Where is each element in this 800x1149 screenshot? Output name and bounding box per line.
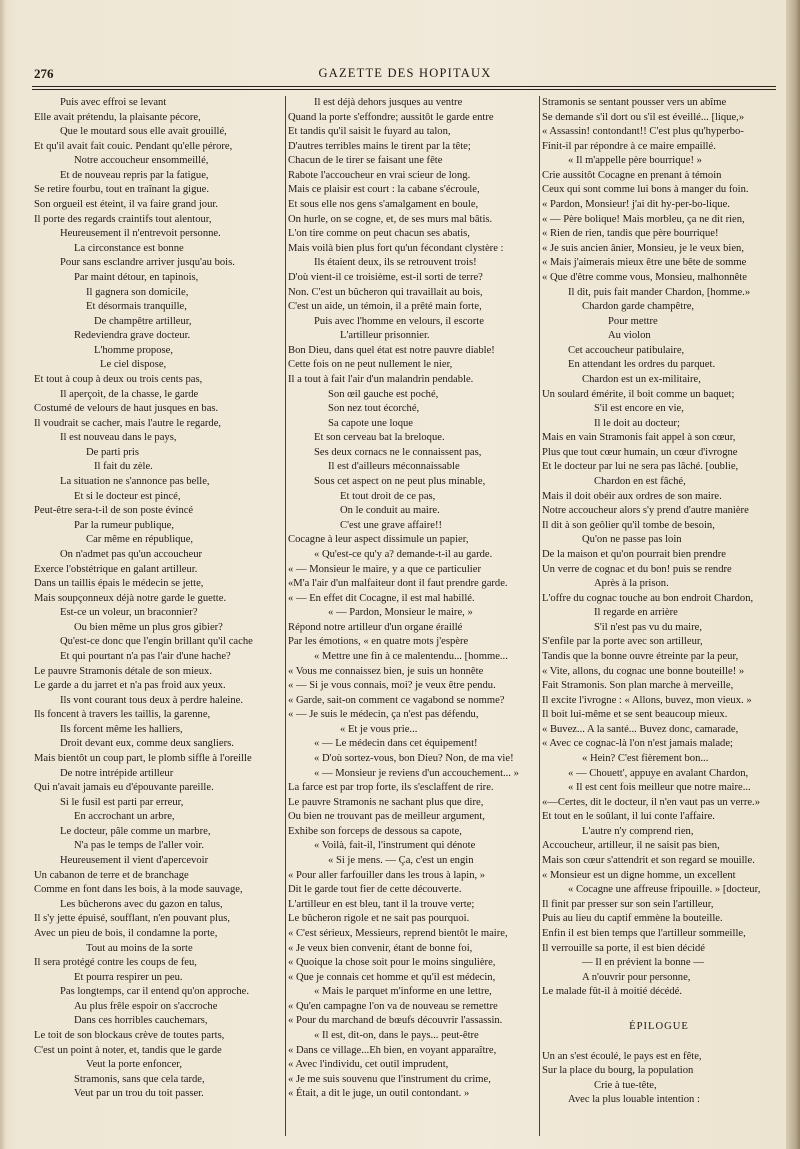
- verse-line: A n'ouvrir pour personne,: [582, 971, 691, 983]
- verse-line: On n'admet pas qu'un accoucheur: [60, 548, 203, 560]
- verse-line: « — En effet dit Cocagne, il est mal habillé.: [288, 592, 475, 604]
- verse-line: « Pardon, Monsieur! j'ai dit hy-per-bo-lique.: [542, 199, 730, 211]
- verse-line: Costumé de velours de haut jusques en bas.: [34, 403, 219, 415]
- verse-line: « Rien de rien, tandis que père bourrique!: [542, 228, 719, 240]
- column-1: [34, 96, 284, 1136]
- verse-line: « Voilà, fait-il, l'instrument qui dénote: [314, 840, 476, 852]
- verse-line: N'a pas le temps de l'aller voir.: [74, 840, 205, 852]
- verse-line: Veut par un trou du toit passer.: [74, 1088, 204, 1100]
- verse-line: « — Pardon, Monsieur le maire, »: [328, 607, 473, 619]
- verse-line: Stramonis, sans que cela tarde,: [74, 1073, 205, 1085]
- verse-line: Notre accoucheur alors s'y prend d'autre manière: [542, 505, 749, 517]
- verse-line: La farce est par trop forte, ils s'esclaffent de rire.: [288, 782, 494, 794]
- verse-line: « Que d'être comme vous, Monsieu, malhonnête: [542, 271, 747, 283]
- verse-line: S'il n'est pas vu du maire,: [594, 621, 702, 633]
- verse-line: Et sous elle nos gens s'amalgament en boule,: [288, 199, 479, 211]
- verse-line: Droit devant eux, comme deux sangliers.: [60, 738, 234, 750]
- running-title: GAZETTE DES HOPITAUX: [318, 66, 492, 80]
- verse-line: « Et je vous prie...: [340, 723, 418, 735]
- verse-line: Le ciel dispose,: [100, 359, 167, 371]
- verse-line: S'il est encore en vie,: [594, 403, 684, 415]
- verse-line: « Il m'appelle père bourrique! »: [568, 155, 702, 167]
- column-divider: [539, 96, 540, 1136]
- verse-line: Le pauvre Stramonis détale de son mieux.: [34, 665, 212, 677]
- verse-line: Et qu'il avait fait couic. Pendant qu'elle pérore,: [34, 140, 233, 152]
- verse-line: Cocagne à leur aspect dissimule un papier,: [288, 534, 469, 546]
- verse-line: « Pour du marchand de bœufs découvrir l'assassin.: [288, 1015, 503, 1027]
- verse-line: De champêtre artilleur,: [94, 315, 192, 327]
- verse-line: Ils forcent même les halliers,: [60, 723, 183, 735]
- verse-line: « Était, a dit le juge, un outil contondant. »: [288, 1088, 470, 1100]
- verse-line: Elle avait prétendu, la plaisante pécore,: [34, 111, 201, 123]
- verse-line: « Je suis ancien ânier, Monsieu, je le veux bien,: [542, 242, 744, 254]
- verse-line: Par les émotions, « en quatre mots j'espère: [288, 636, 469, 648]
- verse-line: Par la rumeur publique,: [74, 519, 175, 531]
- verse-line: Il voudrait se cacher, mais l'autre le regarde,: [34, 417, 222, 429]
- section-heading-epilogue: ÉPILOGUE: [629, 1021, 689, 1033]
- verse-line: Veut la porte enfoncer,: [86, 1059, 183, 1071]
- verse-line: Accoucheur, artilleur, il ne saisit pas bien,: [542, 840, 720, 852]
- verse-line: « Vous me connaissez bien, je suis un honnête: [288, 665, 484, 677]
- verse-line: Ils foncent à travers les taillis, la garenne,: [34, 709, 211, 721]
- verse-line: Sa capote une loque: [328, 417, 414, 429]
- verse-line: Ceux qui sont comme lui bons à manger du foin.: [542, 184, 749, 196]
- verse-line: La circonstance est bonne: [74, 242, 184, 254]
- verse-line: Les bûcherons avec du gazon en talus,: [60, 898, 223, 910]
- verse-line: « — Si je vous connais, moi? je veux être pendu.: [288, 680, 496, 692]
- verse-line: Est-ce un voleur, un braconnier?: [60, 607, 198, 619]
- verse-line: Il finit par presser sur son sein l'artilleur,: [542, 898, 714, 910]
- column-3: [542, 96, 776, 1136]
- verse-line: Son orgueil est éteint, il va faire grand jour.: [34, 199, 218, 211]
- verse-line: S'enfile par la porte avec son artilleur,: [542, 636, 703, 648]
- verse-line: « — Chouett', appuye en avalant Chardon,: [568, 767, 749, 779]
- verse-line: On hurle, on se cogne, et, de ses murs mal bâtis.: [288, 213, 493, 225]
- verse-line: Et pourra respirer un peu.: [74, 971, 183, 983]
- verse-line: Répond notre artilleur d'un organe éraillé: [288, 621, 463, 633]
- verse-line: Mais en vain Stramonis fait appel à son cœur,: [542, 432, 736, 444]
- verse-line: Chardon en est fâché,: [594, 476, 686, 488]
- verse-line: « — Père bolique! Mais morbleu, ça ne dit rien,: [542, 213, 745, 225]
- verse-line: Mais soupçonneux déjà notre garde le guette.: [34, 592, 227, 604]
- verse-line: C'est une grave affaire!!: [340, 519, 443, 531]
- verse-line: Il le doit au docteur;: [594, 417, 680, 429]
- verse-line: Puis au lieu du captif emmène la bouteille.: [542, 913, 723, 925]
- verse-line: « Pour aller farfouiller dans les trous à lapin, »: [288, 869, 486, 881]
- verse-line: Ou bien même un plus gros gibier?: [74, 621, 223, 633]
- verse-line: L'homme propose,: [94, 344, 173, 356]
- verse-line: Puis avec l'homme en velours, il escorte: [314, 315, 484, 327]
- verse-line: « Assassin! contondant!! C'est plus qu'hyperbo-: [542, 126, 744, 138]
- verse-line: « Dans ce village...Eh bien, en voyant apparaître,: [288, 1044, 497, 1056]
- verse-line: Finit-il par répondre à ce maire empaillé.: [542, 140, 716, 152]
- verse-line: Sous cet aspect on ne peut plus minable,: [314, 476, 486, 488]
- verse-line: Il s'y jette épuisé, soufflant, n'en pouvant plus,: [34, 913, 231, 925]
- verse-line: Le malade fût-il à moitié décédé.: [542, 986, 683, 998]
- verse-line: Et son cerveau bat la breloque.: [314, 432, 445, 444]
- verse-line: Exhibe son forceps de dessous sa capote,: [288, 825, 462, 837]
- verse-line: Le bûcheron rigole et ne sait pas pourquoi.: [288, 913, 470, 925]
- verse-line: « — Le médecin dans cet équipement!: [314, 738, 478, 750]
- verse-line: « Je veux bien convenir, étant de bonne foi,: [288, 942, 473, 954]
- verse-line: De notre intrépide artilleur: [60, 767, 174, 779]
- verse-line: Et désormais tranquille,: [86, 301, 187, 313]
- verse-line: Non. C'est un bûcheron qui travaillait au bois,: [288, 286, 483, 298]
- verse-line: « — Je suis le médecin, ça n'est pas défendu,: [288, 709, 479, 721]
- verse-line: Stramonis se sentant pousser vers un abîme: [542, 97, 727, 108]
- page-left-edge: [0, 0, 6, 1149]
- verse-line: Quand la porte s'effondre; aussitôt le garde entre: [288, 111, 494, 123]
- verse-line: [542, 1000, 776, 1015]
- verse-line: Notre accoucheur ensommeillé,: [74, 155, 209, 167]
- verse-line: Il est nouveau dans le pays,: [60, 432, 177, 444]
- verse-line: Tout au moins de la sorte: [86, 942, 193, 954]
- verse-line: Il gagnera son domicile,: [86, 286, 189, 298]
- verse-line: Il dit, puis fait mander Chardon, [homme.»: [568, 286, 751, 298]
- verse-line: L'autre n'y comprend rien,: [582, 825, 694, 837]
- verse-line: Il est déjà dehors jusques au ventre: [314, 97, 463, 108]
- verse-line: Un verre de cognac et du bon! puis se rendre: [542, 563, 732, 575]
- verse-line: Son œil gauche est poché,: [328, 388, 439, 400]
- verse-line: Bon Dieu, dans quel état est notre pauvre diable!: [288, 344, 495, 356]
- verse-line: Redeviendra grave docteur.: [74, 330, 191, 342]
- verse-line: « Qu'est-ce qu'y a? demande-t-il au garde.: [314, 548, 493, 560]
- verse-line: Il verrouille sa porte, il est bien décidé: [542, 942, 705, 954]
- verse-line: Chardon est un ex-militaire,: [582, 373, 701, 385]
- verse-line: « Que je connais cet homme et qu'il est médecin,: [288, 971, 496, 983]
- verse-line: « Si je mens. — Ça, c'est un engin: [328, 855, 474, 867]
- verse-line: Qu'est-ce donc que l'engin brillant qu'il cache: [60, 636, 253, 648]
- verse-line: Il aperçoit, de la chasse, le garde: [60, 388, 199, 400]
- verse-line: D'où vient-il ce troisième, est-il sorti de terre?: [288, 271, 483, 283]
- header-rule-bottom: [32, 89, 776, 90]
- verse-line: Le pauvre Stramonis ne sachant plus que dire,: [288, 796, 484, 808]
- verse-line: «—Certes, dit le docteur, il n'en vaut pas un verre.»: [542, 796, 761, 808]
- verse-line: Fait Stramonis. Son plan marche à merveille,: [542, 680, 734, 692]
- verse-line: Exerce l'obstétrique en galant artilleur.: [34, 563, 198, 575]
- verse-line: Après à la prison.: [594, 578, 669, 590]
- verse-line: « Mais j'aimerais mieux être une bête de somme: [542, 257, 747, 269]
- page-header: [30, 66, 780, 86]
- verse-line: « Je me suis souvenu que l'instrument du crime,: [288, 1073, 491, 1085]
- verse-line: Il regarde en arrière: [594, 607, 678, 619]
- verse-line: « Quoique la chose soit pour le moins singulière,: [288, 957, 496, 969]
- page-number: 276: [34, 66, 54, 81]
- verse-line: « Mais le parquet m'informe en une lettre,: [314, 986, 492, 998]
- verse-line: Rabote l'accoucheur en vrai scieur de long.: [288, 169, 471, 181]
- verse-line: Puis avec effroi se levant: [60, 97, 167, 108]
- verse-line: Au violon: [608, 330, 651, 342]
- verse-line: Mais son cœur s'attendrit et son regard se mouille.: [542, 855, 755, 867]
- verse-line: « Mettre une fin à ce malentendu... [homme...: [314, 650, 508, 662]
- verse-line: Et qui pourtant n'a pas l'air d'une hache?: [60, 650, 231, 662]
- verse-line: « — Monsieur je reviens d'un accouchement... »: [314, 767, 519, 779]
- verse-line: Cette fois on ne peut nullement le nier,: [288, 359, 453, 371]
- verse-line: « C'est sérieux, Messieurs, reprend bientôt le maire,: [288, 927, 508, 939]
- verse-line: Il sera protégé contre les coups de feu,: [34, 957, 197, 969]
- verse-line: Ils étaient deux, ils se retrouvent trois!: [314, 257, 477, 269]
- page-binding-edge: [786, 0, 800, 1149]
- verse-line: Son nez tout écorché,: [328, 403, 420, 415]
- verse-line: Dans un taillis épais le médecin se jette,: [34, 578, 204, 590]
- verse-line: Ou bien ne trouvant pas de meilleur argument,: [288, 811, 485, 823]
- verse-line: Qui n'avait jamais eu d'épouvante pareille.: [34, 782, 214, 794]
- verse-line: Dit le garde tout fier de cette découverte.: [288, 884, 462, 896]
- text-columns: [34, 96, 776, 1136]
- verse-line: Crie aussitôt Cocagne en prenant à témoin: [542, 169, 722, 181]
- verse-line: Heureusement il n'entrevoit personne.: [60, 228, 221, 240]
- verse-line: Et tout en le soûlant, il lui conte l'affaire.: [542, 811, 715, 823]
- verse-line: Et si le docteur est pincé,: [74, 490, 181, 502]
- verse-line: Pas longtemps, car il entend qu'on approche.: [60, 986, 250, 998]
- verse-line: La situation ne s'annonce pas belle,: [60, 476, 210, 488]
- verse-line: Et tandis qu'il saisit le fuyard au talon,: [288, 126, 451, 138]
- verse-line: Le toit de son blockaus crève de toutes parts,: [34, 1030, 225, 1041]
- verse-line: « Il est, dit-on, dans le pays... peut-être: [314, 1030, 479, 1041]
- verse-line: Un soulard émérite, il boit comme un baquet;: [542, 388, 735, 400]
- verse-line: De la maison et qu'on pourrait bien prendre: [542, 548, 727, 560]
- verse-line: C'est un point à noter, et, tandis que le garde: [34, 1044, 222, 1056]
- verse-line: Par maint détour, en tapinois,: [74, 271, 199, 283]
- verse-line: Sur la place du bourg, la population: [542, 1065, 694, 1077]
- verse-line: Il boit lui-même et se sent beaucoup mieux.: [542, 709, 728, 721]
- verse-line: Que le moutard sous elle avait grouillé,: [60, 126, 227, 138]
- verse-line: Pour sans esclandre arriver jusqu'au bois.: [60, 257, 235, 269]
- verse-line: En attendant les ordres du parquet.: [568, 359, 716, 371]
- verse-line: — Il en prévient la bonne —: [582, 957, 704, 969]
- verse-line: Ils vont courant tous deux à perdre haleine.: [60, 694, 243, 706]
- verse-line: « Qu'en campagne l'on va de nouveau se remettre: [288, 1000, 498, 1012]
- verse-line: Et tout à coup à deux ou trois cents pas,: [34, 373, 203, 385]
- verse-line: Il fait du zèle.: [94, 461, 153, 473]
- verse-line: « Hein? C'est fièrement bon...: [582, 753, 709, 765]
- verse-line: Dans ces horribles cauchemars,: [74, 1015, 208, 1027]
- verse-line: Le docteur, pâle comme un marbre,: [60, 825, 211, 837]
- verse-line: De parti pris: [86, 446, 139, 458]
- verse-line: Se retire fourbu, tout en traînant la gigue.: [34, 184, 210, 196]
- verse-line: Chardon garde champêtre,: [582, 301, 695, 313]
- verse-line: « Monsieur est un digne homme, un excellent: [542, 869, 736, 881]
- verse-line: Et le docteur par lui ne sera pas lâché. [oublie,: [542, 461, 739, 473]
- verse-line: Enfin il est bien temps que l'artilleur sommeille,: [542, 927, 746, 939]
- verse-line: « Garde, sait-on comment ce vagabond se nomme?: [288, 694, 505, 706]
- verse-line: Il excite l'ivrogne : « Allons, buvez, mon vieux. »: [542, 694, 752, 706]
- verse-line: Un cabanon de terre et de branchage: [34, 869, 189, 881]
- verse-line: Un an s'est écoulé, le pays est en fête,: [542, 1050, 702, 1062]
- verse-line: [542, 1035, 776, 1050]
- verse-line: Plus que tout cœur humain, un cœur d'ivrogne: [542, 446, 738, 458]
- verse-line: L'artilleur en est bleu, tant il la trouve verte;: [288, 898, 475, 910]
- verse-line: Cet accoucheur patibulaire,: [568, 344, 685, 356]
- verse-line: «M'a l'air d'un malfaiteur dont il faut prendre garde.: [288, 578, 508, 590]
- verse-line: On le conduit au maire.: [340, 505, 440, 517]
- verse-line: « D'où sortez-vous, bon Dieu? Non, de ma vie!: [314, 753, 514, 765]
- verse-line: Il est d'ailleurs méconnaissable: [328, 461, 460, 473]
- verse-line: C'est un aide, un témoin, il a prêté main forte,: [288, 301, 482, 313]
- verse-line: Mais voilà bien plus fort qu'un fécondant clystère :: [288, 242, 504, 254]
- verse-line: Comme en font dans les bois, à la mode sauvage,: [34, 884, 243, 896]
- verse-line: Heureusement il vient d'apercevoir: [60, 855, 209, 867]
- verse-line: Avec la plus louable intention :: [568, 1094, 700, 1106]
- verse-line: Il a tout à fait l'air d'un malandrin pendable.: [288, 373, 474, 385]
- verse-line: Pour mettre: [608, 315, 658, 327]
- column-2: [288, 96, 538, 1136]
- verse-line: « Vite, allons, du cognac une bonne bouteille! »: [542, 665, 745, 677]
- verse-line: « Il est cent fois meilleur que notre maire...: [568, 782, 751, 794]
- column-divider: [285, 96, 286, 1136]
- verse-line: « Cocagne une affreuse fripouille. » [docteur,: [568, 884, 761, 896]
- verse-line: D'autres terribles mains le tirent par la tête;: [288, 140, 471, 152]
- verse-line: L'offre du cognac touche au bon endroit Chardon,: [542, 592, 754, 604]
- verse-line: Avec un pieu de bois, il condamne la porte,: [34, 927, 218, 939]
- verse-line: Si le fusil est parti par erreur,: [60, 796, 184, 808]
- verse-line: Et de nouveau repris par la fatigue,: [60, 169, 209, 181]
- verse-line: Mais il doit obéir aux ordres de son maire.: [542, 490, 722, 502]
- verse-line: L'artilleur prisonnier.: [340, 330, 430, 342]
- verse-line: Il dit à son geôlier qu'il tombe de besoin,: [542, 519, 715, 531]
- verse-line: Chacun de le tirer se faisant une fête: [288, 155, 443, 167]
- verse-line: Crie à tue-tête,: [594, 1079, 657, 1091]
- header-rule-top: [32, 86, 776, 87]
- verse-line: Mais bientôt un coup part, le plomb siffle à l'oreille: [34, 753, 252, 765]
- verse-line: Et tout droit de ce pas,: [340, 490, 436, 502]
- verse-line: Il porte des regards craintifs tout alentour,: [34, 213, 212, 225]
- verse-line: « Buvez... A la santé... Buvez donc, camarade,: [542, 723, 739, 735]
- verse-line: « Avec l'individu, cet outil imprudent,: [288, 1059, 449, 1071]
- verse-line: Le garde a du jarret et n'a pas froid aux yeux.: [34, 680, 226, 692]
- verse-line: Qu'on ne passe pas loin: [582, 534, 682, 546]
- verse-line: Tandis que la bonne ouvre étreinte par la peur,: [542, 650, 739, 662]
- verse-line: « — Monsieur le maire, y a que ce particulier: [288, 563, 481, 575]
- verse-line: Au plus frêle espoir on s'accroche: [74, 1000, 218, 1012]
- verse-line: Mais ce plaisir est court : la cabane s'écroule,: [288, 184, 480, 196]
- verse-line: « Avec ce cognac-là l'on n'est jamais malade;: [542, 738, 733, 750]
- verse-line: L'on tire comme on peut chacun ses abatis,: [288, 228, 470, 240]
- verse-line: Se demande s'il dort ou s'il est éveillé... [lique,»: [542, 111, 745, 123]
- verse-line: Peut-être sera-t-il de son poste évincé: [34, 505, 194, 517]
- verse-line: Car même en république,: [86, 534, 194, 546]
- verse-line: En accrochant un arbre,: [74, 811, 175, 823]
- verse-line: Ses deux cornacs ne le connaissent pas,: [314, 446, 482, 458]
